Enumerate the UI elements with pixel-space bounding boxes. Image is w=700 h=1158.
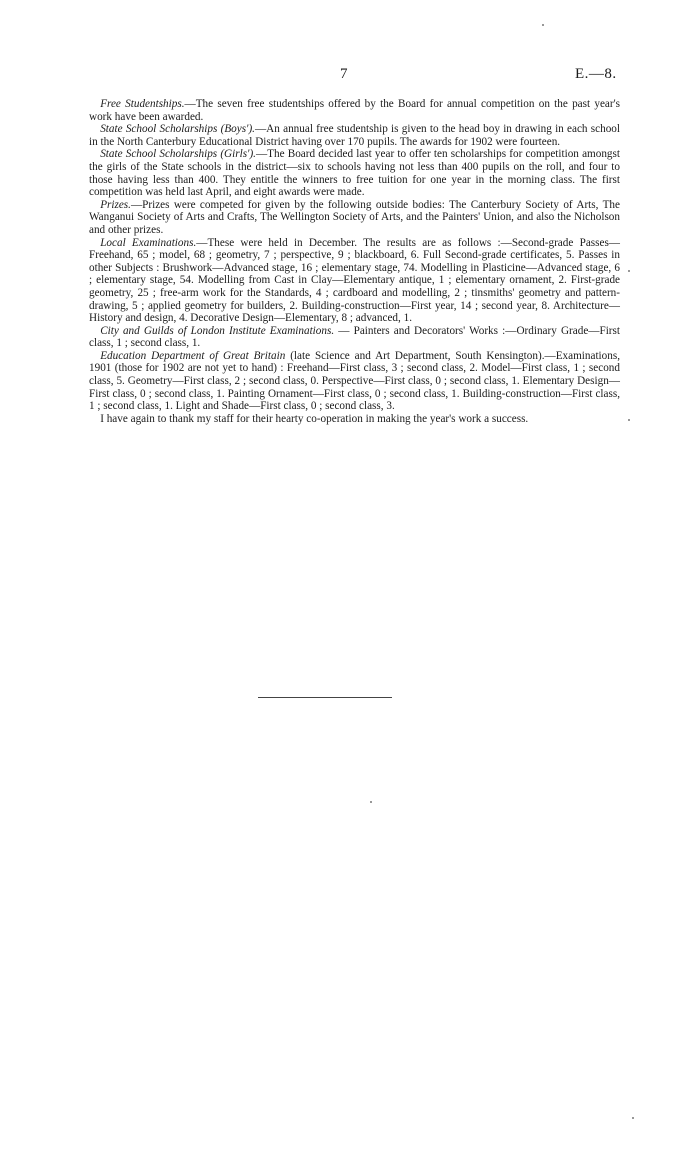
paragraph-girls-scholarships xyxy=(89,148,620,198)
paragraph-heading: Prizes. xyxy=(100,198,131,211)
paragraph-heading: State School Scholarships (Boys'). xyxy=(100,123,255,136)
paragraph-heading: Local Examinations. xyxy=(100,236,197,249)
paragraph-free-studentships xyxy=(89,98,620,123)
paragraph-boys-scholarships xyxy=(89,123,620,148)
paragraph-text: —The Board decided last year to offer ten scholarships for competition amongst the girls of the State schools in the district—six to schools having not less than 400 pupils on the roll, and four to those having less than 400. They entitle the winners to free tuition for one year in the morning class. The first competition was held last April, and eight awards were made. xyxy=(89,148,620,199)
paragraph-text: —An annual free studentship is given to the head boy in drawing in each school in the North Canterbury Educational District having over 170 pupils. The awards for 1902 were fourteen. xyxy=(89,123,620,148)
paragraph-education-department xyxy=(89,350,620,413)
report-body xyxy=(89,98,620,425)
paragraph-heading: Free Studentships. xyxy=(100,98,185,110)
scan-speck xyxy=(542,24,544,26)
paragraph-local-examinations xyxy=(89,237,620,325)
paragraph-heading: City and Guilds of London Institute Examinations. xyxy=(100,324,335,337)
paragraph-text: (late Science and Art Department, South Kensington).—Examinations, 1901 (those for 1902 are not yet to hand) : Freehand—First class, 3 ; second class, 2. Model—First class, 1 ; second class, 5. Geometry—First class, 2 ; second class, 0. Perspective—First class, 0 ; second class, 1. Elementary Design—First class, 0 ; second class, 1. Painting Ornament—First class, 0 ; second class, 1. Building-construction—First class, 1 ; second class, 1. Light and Shade—First class, 0 ; second class, 3. xyxy=(89,349,621,413)
paragraph-closing xyxy=(89,413,620,426)
scan-speck xyxy=(628,419,630,421)
paragraph-text: — Painters and Decorators' Works :—Ordinary Grade—First class, 1 ; second class, 1. xyxy=(89,324,620,350)
section-divider-rule xyxy=(258,697,392,698)
paragraph-prizes xyxy=(89,199,620,237)
scan-speck xyxy=(632,1117,634,1119)
page-number: 7 xyxy=(340,66,348,82)
paragraph-heading: State School Scholarships (Girls'). xyxy=(100,148,256,161)
paragraph-city-and-guilds xyxy=(89,325,620,350)
scan-speck xyxy=(370,801,372,803)
paragraph-heading: Education Department of Great Britain xyxy=(100,349,286,362)
paragraph-text: I have again to thank my staff for their hearty co-operation in making the year's work a success. xyxy=(100,412,529,425)
paragraph-text: —The seven free studentships offered by the Board for annual competition on the past year's work have been awarded. xyxy=(89,98,620,123)
document-code: E.—8. xyxy=(575,66,617,82)
paragraph-text: —Prizes were competed for given by the following outside bodies: The Canterbury Society of Arts, The Wanganui Society of Arts and Crafts, The Wellington Society of Arts, and the Painters' Union, and also the Nicholson and other prizes. xyxy=(89,198,620,236)
paragraph-text: —These were held in December. The results are as follows :—Second-grade Passes—Freehand, 65 ; model, 68 ; geometry, 7 ; perspective, 9 ; blackboard, 6. Full Second-grade certificates, 5. Passes in other Subjects : Brushwork—Advanced stage, 16 ; elementary stage, 74. Modelling in Plasticine—Advanced stage, 6 ; elementary stage, 54. Modelling from Cast in Clay—Elementary antique, 1 ; elementary ornament, 2. First-grade geometry, 25 ; free-arm work for the Standards, 4 ; cardboard and modelling, 2 ; tinsmiths' geometry and pattern-drawing, 5 ; applied geometry for builders, 2. Building-construction—First year, 14 ; second year, 8. Architecture—History and design, 4. Decorative Design—Elementary, 8 ; advanced, 1. xyxy=(89,236,620,325)
scan-speck xyxy=(628,270,630,272)
